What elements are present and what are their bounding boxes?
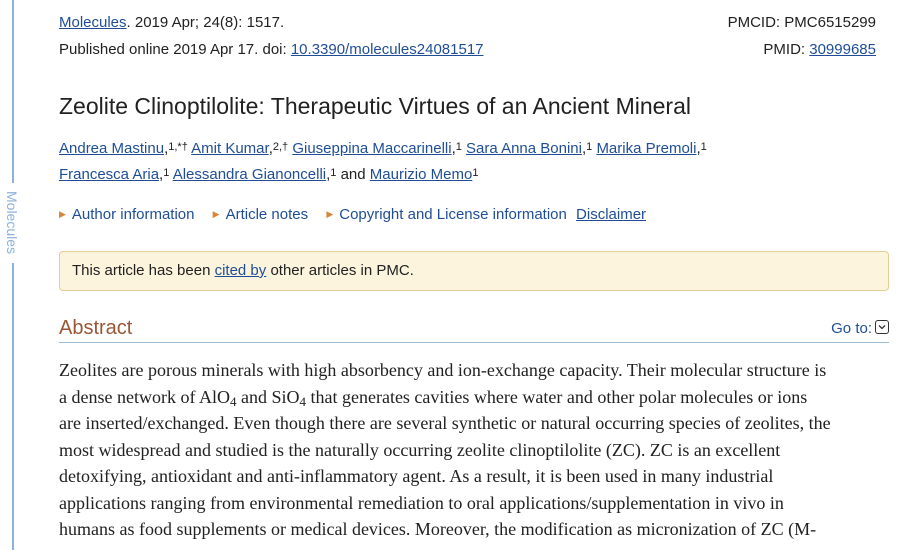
pmid-label: PMID: [763,41,810,58]
author-list-line-1: Andrea Mastinu,$^{1,*\dagger}$ Amit Kumar,$^{2,\dagger}$ Giuseppina Maccarinelli,$^1$ Sara Anna Bonini,$^1$ Marika Premoli,$^1$ [59,140,707,157]
author-affiliation: 1,*† [168,141,188,153]
author-link[interactable]: Amit Kumar [191,140,269,157]
abstract-body [59,357,889,543]
author-link[interactable]: Marika Premoli [596,140,697,157]
citation-row [59,14,876,32]
author-affiliation: 1 [586,141,593,153]
article-info-links [59,206,646,225]
copyright-toggle[interactable] [326,206,567,223]
abstract-line: Zeolites are porous minerals with high absorbency and ion-exchange capacity. Their molecular structure is [59,360,827,380]
pmcid [728,14,876,32]
sidebar-accent-line [12,0,14,550]
author-list-line-2: Francesca Aria,$^1$ Alessandra Gianoncelli,$^1$ and Maurizio Memo$^1$ [59,166,479,183]
doi-link[interactable]: 10.3390/molecules24081517 [290,41,484,58]
notice-text: other articles in PMC. [266,262,414,279]
toggle-label: Article notes [225,206,309,223]
toggle-label: Author information [71,206,195,223]
author-link[interactable]: Francesca Aria [59,166,160,183]
author-affiliation: 1 [163,167,170,179]
toggle-label: Copyright and License information [339,206,567,223]
published-text: Published online 2019 Apr 17. doi: [59,41,291,58]
cited-by-link[interactable]: cited by [214,262,267,279]
goto-menu[interactable] [831,320,889,337]
abstract-header [59,316,889,343]
citation-details: . 2019 Apr; 24(8): 1517. [126,14,285,31]
disclaimer-link[interactable]: Disclaimer [576,206,647,223]
article-title: Zeolite Clinoptilolite: Therapeutic Virtues of an Ancient Mineral [59,93,691,119]
author-affiliation: 1 [472,167,479,179]
author-affiliation: 2,† [272,141,289,153]
author-information-toggle[interactable] [59,206,195,223]
journal-link[interactable]: Molecules [59,14,127,31]
published-row [59,41,876,59]
sidebar-journal-label[interactable]: Molecules [2,183,22,263]
abstract-line: applications ranging from environmental remediation to oral applications/supplementation in vivo in [59,492,784,513]
pmcid-label: PMCID: [727,14,785,31]
abstract-line: detoxifying, antioxidant and anti-inflammatory agent. As a result, it is been used in many industrial [59,466,774,486]
pmid-link[interactable]: 30999685 [809,41,876,58]
chevron-down-box-icon[interactable] [875,320,889,334]
author-affiliation: 1 [700,141,707,153]
cited-by-notice [59,251,889,291]
triangle-right-icon: ▶ [326,209,334,219]
author-link[interactable]: Maurizio Memo [369,166,473,183]
triangle-right-icon: ▶ [59,209,66,219]
authors-conjunction: and [340,166,366,183]
author-affiliation: 1 [455,141,462,153]
article-notes-toggle[interactable] [213,206,308,223]
author-link[interactable]: Giuseppina Maccarinelli [292,140,452,157]
abstract-heading: Abstract [59,317,133,339]
abstract-line: a dense network of AlO$_4$ and SiO$_4$ that generates cavities where water and other polar molecules or ions [59,386,808,409]
author-link[interactable]: Sara Anna Bonini [466,140,582,157]
author-link[interactable]: Alessandra Gianoncelli [172,166,327,183]
abstract-line: are inserted/exchanged. Even though there are several synthetic or natural occurring species of zeolites, the [59,413,831,433]
pmcid-value: PMC6515299 [784,14,876,31]
abstract-line: humans as food supplements or medical devices. Moreover, the modification as micronization of ZC (M- [59,519,817,539]
goto-label: Go to: [831,320,872,337]
pmid [763,41,876,59]
author-affiliation: 1 [330,167,337,179]
abstract-line: most widespread and studied is the naturally occurring zeolite clinoptilolite (ZC). ZC is an excellent [59,439,781,460]
author-link[interactable]: Andrea Mastinu [59,140,165,157]
triangle-right-icon: ▶ [212,209,220,219]
notice-text: This article has been [72,262,215,279]
